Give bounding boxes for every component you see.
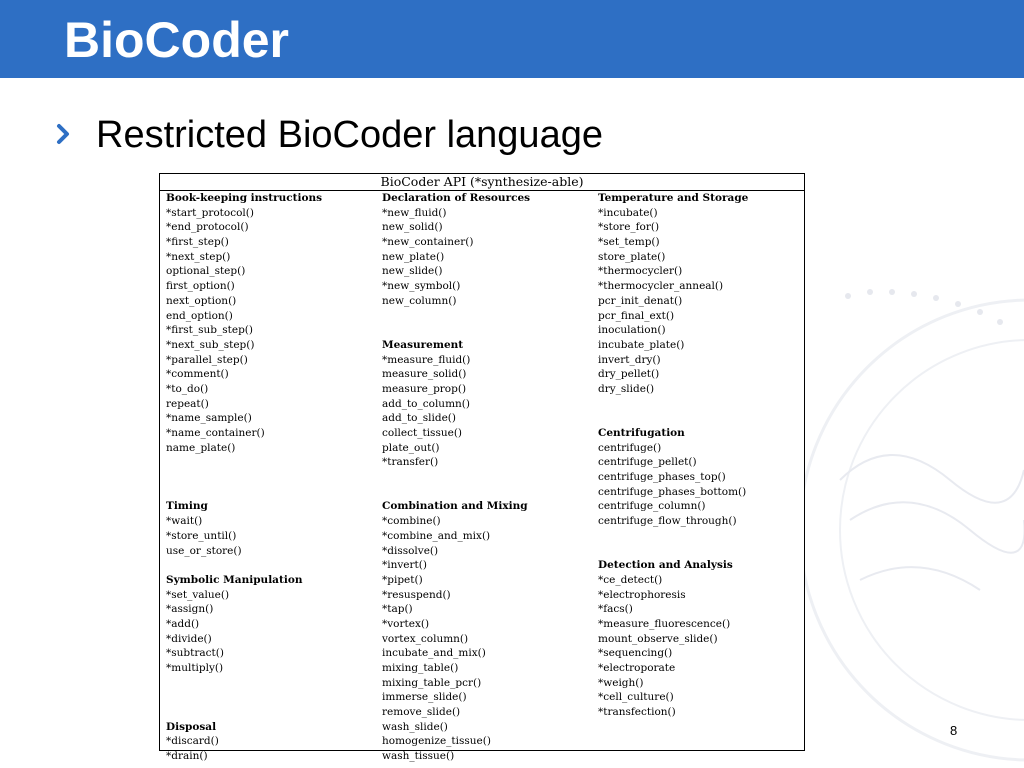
api-section-heading: Timing [166,500,208,513]
api-function [382,485,594,500]
api-section-heading: Measurement [382,338,464,351]
api-function: *set_temp() [598,236,660,249]
api-function: new_plate() [382,250,445,263]
api-function: *name_sample() [166,412,252,425]
api-function: next_option() [166,294,237,307]
api-function: *multiply() [166,662,224,674]
api-function: *electrophoresis [598,588,686,601]
api-function: *wait() [166,515,203,528]
api-function: dry_pellet() [598,368,660,381]
api-function: centrifuge_phases_bottom() [598,485,747,498]
api-function: *measure_fluid() [382,353,471,366]
api-function: *new_fluid() [382,206,447,219]
api-function [382,470,594,485]
api-function: *facs() [598,603,633,616]
api-function: immerse_slide() [382,691,467,704]
api-function: mixing_table_pcr() [382,676,482,689]
api-function: *transfection() [598,706,676,719]
api-function: first_option() [166,280,235,293]
api-section-heading: Book-keeping instructions [166,192,323,204]
api-function: optional_step() [166,265,246,278]
api-function: centrifuge_column() [598,500,706,513]
api-function: *sequencing() [598,647,673,660]
api-function: *first_step() [166,236,229,249]
api-function [598,411,804,426]
api-function: collect_tissue() [382,427,463,439]
api-function: *add() [166,617,200,630]
api-function [166,470,376,485]
slide-title: BioCoder [64,12,289,68]
api-function [598,529,804,544]
api-function: centrifuge_flow_through() [598,515,737,528]
api-function: *thermocycler() [598,265,683,278]
api-function: wash_tissue() [382,750,455,763]
api-section-heading: Temperature and Storage [598,192,749,204]
api-function: *comment() [166,368,229,381]
api-function: end_option() [166,309,233,322]
api-function: pcr_init_denat() [598,294,683,307]
api-function: store_plate() [598,250,666,263]
api-function [166,676,376,691]
api-function: *transfer() [382,456,439,469]
api-function: vortex_column() [382,632,469,645]
api-function: *combine() [382,515,441,528]
api-function: add_to_column() [382,397,470,410]
api-function: *combine_and_mix() [382,529,491,542]
page-number: 8 [950,723,958,738]
api-table-header: BioCoder API (*synthesize-able) [160,174,804,191]
api-function: new_slide() [382,265,443,278]
api-function: measure_solid() [382,368,467,381]
api-function: mixing_table() [382,662,459,674]
api-function: *store_for() [598,221,660,234]
api-function: *start_protocol() [166,206,254,219]
api-function: centrifuge_phases_top() [598,471,726,484]
api-function: *subtract() [166,647,224,660]
api-section-heading: Centrifugation [598,427,685,439]
api-section-heading: Disposal [166,720,217,733]
api-function: remove_slide() [382,706,461,719]
api-function: *tap() [382,603,413,616]
api-column-2 [382,191,594,764]
api-function: incubate_and_mix() [382,647,486,660]
api-function: *set_value() [166,588,230,601]
api-function: centrifuge() [598,441,662,454]
api-function: wash_slide() [382,720,448,733]
api-function [382,323,594,338]
api-function [382,309,594,324]
api-function: repeat() [166,397,209,410]
api-table [159,173,805,763]
api-function: dry_slide() [598,382,655,395]
bullet-text: Restricted BioCoder language [96,114,603,156]
api-function: *to_do() [166,382,209,395]
api-function: *next_sub_step() [166,338,255,351]
api-column-3 [598,191,804,720]
api-function: incubate_plate() [598,338,685,351]
api-function: use_or_store() [166,544,242,557]
api-function: add_to_slide() [382,412,456,425]
api-function: *invert() [382,559,427,572]
api-function: *electroporate [598,662,676,674]
api-function: *resuspend() [382,588,451,601]
api-function: *cell_culture() [598,691,674,704]
api-function [166,705,376,720]
api-function: *vortex() [382,617,430,630]
api-function: *thermocycler_anneal() [598,280,724,293]
api-function: *assign() [166,603,214,616]
api-function [166,485,376,500]
api-function [166,558,376,573]
api-function: name_plate() [166,441,236,454]
seal-watermark [800,280,1024,768]
api-function: *incubate() [598,206,658,219]
api-function: mount_observe_slide() [598,632,718,645]
api-function: *new_container() [382,236,474,249]
api-section-heading: Detection and Analysis [598,559,733,572]
api-function: *name_container() [166,427,265,439]
api-function: *parallel_step() [166,353,248,366]
api-function: *weigh() [598,676,644,689]
chevron-right-icon [52,118,76,150]
api-function [598,544,804,559]
api-function: new_solid() [382,221,443,234]
api-column-1 [166,191,376,764]
api-function: *divide() [166,632,212,645]
api-function: *next_step() [166,250,231,263]
api-function [598,397,804,412]
api-function: *dissolve() [382,544,439,557]
api-function: measure_prop() [382,382,467,395]
api-function: *discard() [166,735,219,748]
api-function: *measure_fluorescence() [598,617,731,630]
api-function: *pipet() [382,573,423,586]
api-function: centrifuge_pellet() [598,456,697,469]
api-function [166,455,376,470]
api-function: *new_symbol() [382,280,461,293]
api-section-heading: Symbolic Manipulation [166,573,303,586]
api-function: *first_sub_step() [166,324,253,337]
api-function: inoculation() [598,324,666,337]
api-section-heading: Declaration of Resources [382,192,531,204]
title-bar [0,0,1024,78]
api-function: plate_out() [382,441,440,454]
api-function: *end_protocol() [166,221,249,234]
api-function: pcr_final_ext() [598,309,675,322]
api-function [166,690,376,705]
api-function: *drain() [166,750,208,763]
api-section-heading: Combination and Mixing [382,500,528,513]
api-function: homogenize_tissue() [382,735,491,748]
api-function: invert_dry() [598,353,661,366]
api-function: new_column() [382,294,457,307]
api-function: *store_until() [166,529,237,542]
api-function: *ce_detect() [598,573,663,586]
